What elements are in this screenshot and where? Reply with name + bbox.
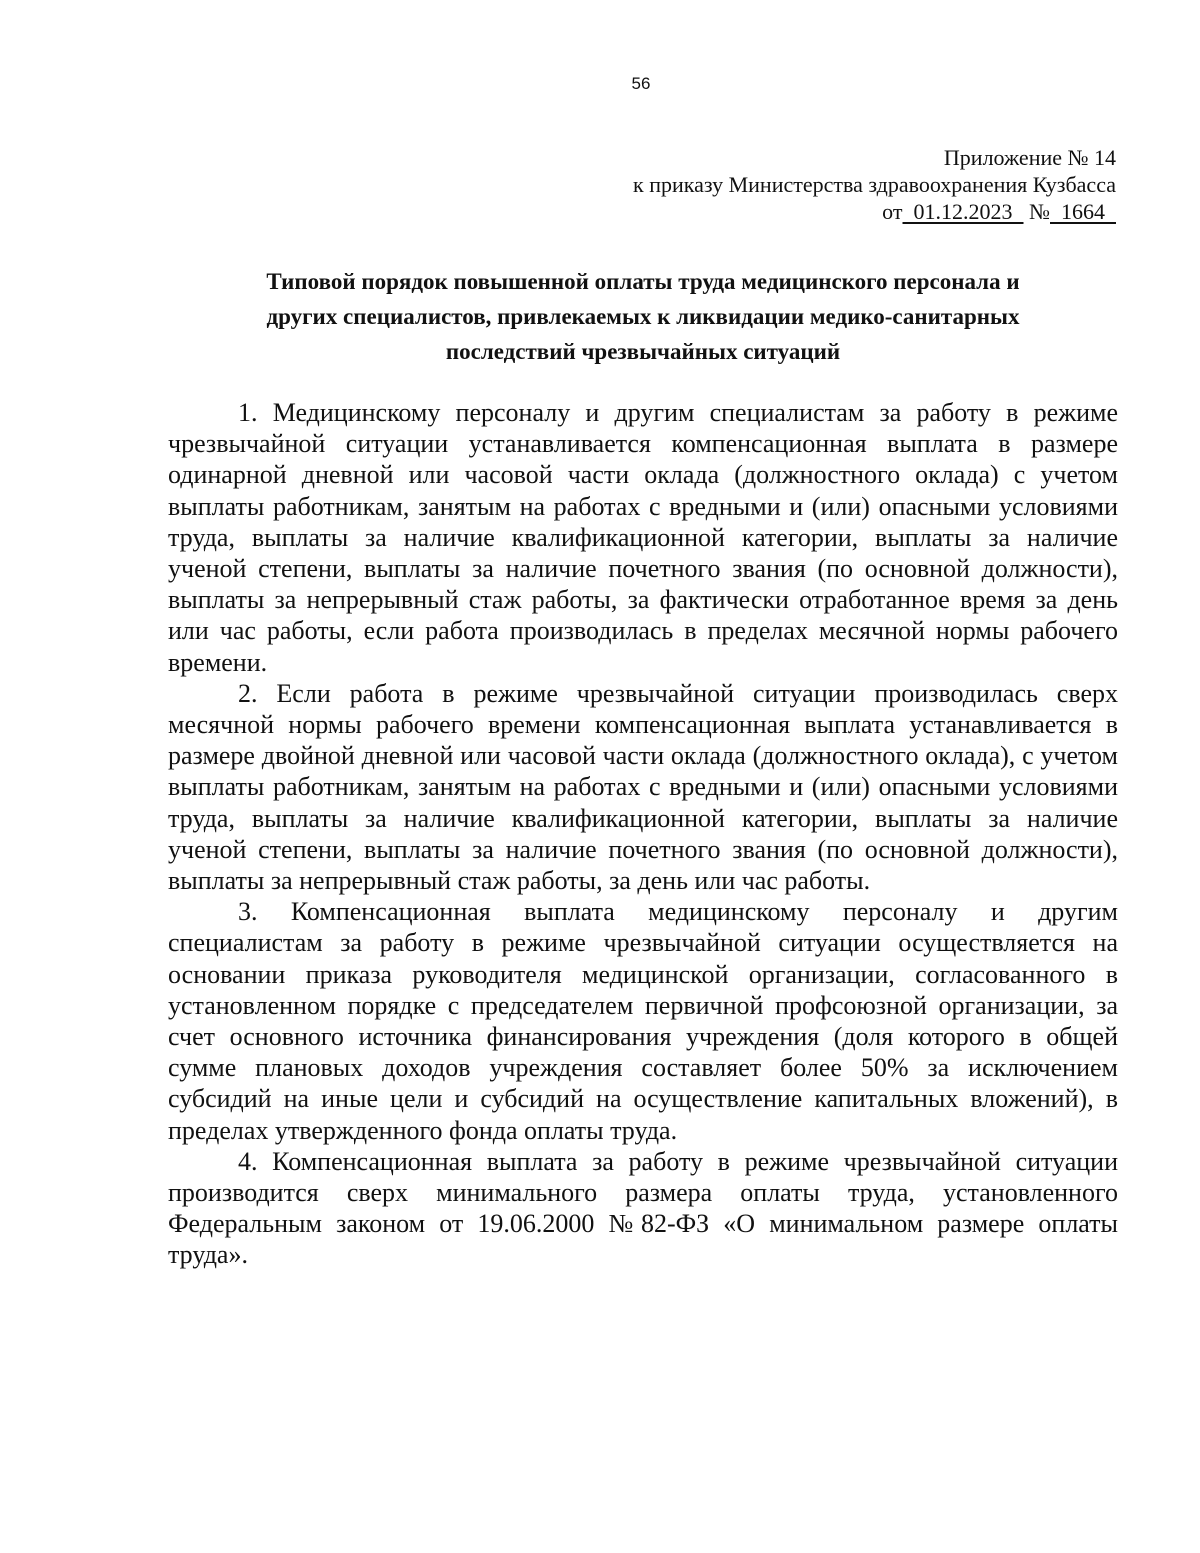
number-sign: №	[1029, 199, 1050, 224]
title-line-1: Типовой порядок повышенной оплаты труда медицинского персонала и	[266, 269, 1020, 294]
paragraph-1: 1. Медицинскому персоналу и другим специалистам за работу в режиме чрезвычайной ситуации устанавливается компенсационная выплата в размере одинарной дневной или часовой части оклада (должностного оклада) с учетом выплаты работникам, занятым на работах с вредными и (или) опасными условиями труда, выплаты за наличие квалификационной категории, выплаты за наличие ученой степени, выплаты за наличие почетного звания (по основной должности), выплаты за непрерывный стаж работы, за фактически отработанное время за день или час работы, если работа производилась в пределах месячной нормы рабочего времени.	[168, 398, 1118, 677]
paragraph-4: 4. Компенсационная выплата за работу в режиме чрезвычайной ситуации производится сверх минимального размера оплаты труда, установленного Федеральным законом от 19.06.2000 №82-ФЗ «О минимальном размере оплаты труда».	[168, 1146, 1118, 1270]
appendix-number: Приложение № 14	[943, 145, 1116, 170]
document-title	[168, 264, 1118, 369]
paragraph-2: 2. Если работа в режиме чрезвычайной ситуации производилась сверх месячной нормы рабочего времени компенсационная выплата устанавливается в размере двойной дневной или часовой части оклада (должностного оклада), с учетом выплаты работникам, занятым на работах с вредными и (или) опасными условиями труда, выплаты за наличие квалификационной категории, выплаты за наличие ученой степени, выплаты за наличие почетного звания (по основной должности), выплаты за непрерывный стаж работы, за день или час работы.	[168, 678, 1118, 896]
appendix-order-reference: к приказу Министерства здравоохранения Кузбасса	[633, 172, 1116, 197]
date-prefix: от	[882, 199, 903, 224]
paragraph-3: 3. Компенсационная выплата медицинскому персоналу и другим специалистам за работу в режиме чрезвычайной ситуации осуществляется на основании приказа руководителя медицинской организации, согласованного в установленном порядке с председателем первичной профсоюзной организации, за счет основного источника финансирования учреждения (доля которого в общей сумме плановых доходов учреждения составляет более 50% за исключением субсидий на иные цели и субсидий на осуществление капитальных вложений), в пределах утвержденного фонда оплаты труда.	[168, 897, 1118, 1145]
document-body	[168, 397, 1118, 1271]
order-date: 01.12.2023	[913, 199, 1013, 224]
title-line-3: последствий чрезвычайных ситуаций	[445, 339, 841, 364]
appendix-date-line	[416, 198, 1116, 225]
title-line-2: других специалистов, привлекаемых к ликвидации медико-санитарных	[266, 304, 1020, 329]
order-number: 1664	[1061, 199, 1105, 224]
appendix-header	[416, 144, 1116, 225]
page-number: 56	[631, 74, 651, 93]
